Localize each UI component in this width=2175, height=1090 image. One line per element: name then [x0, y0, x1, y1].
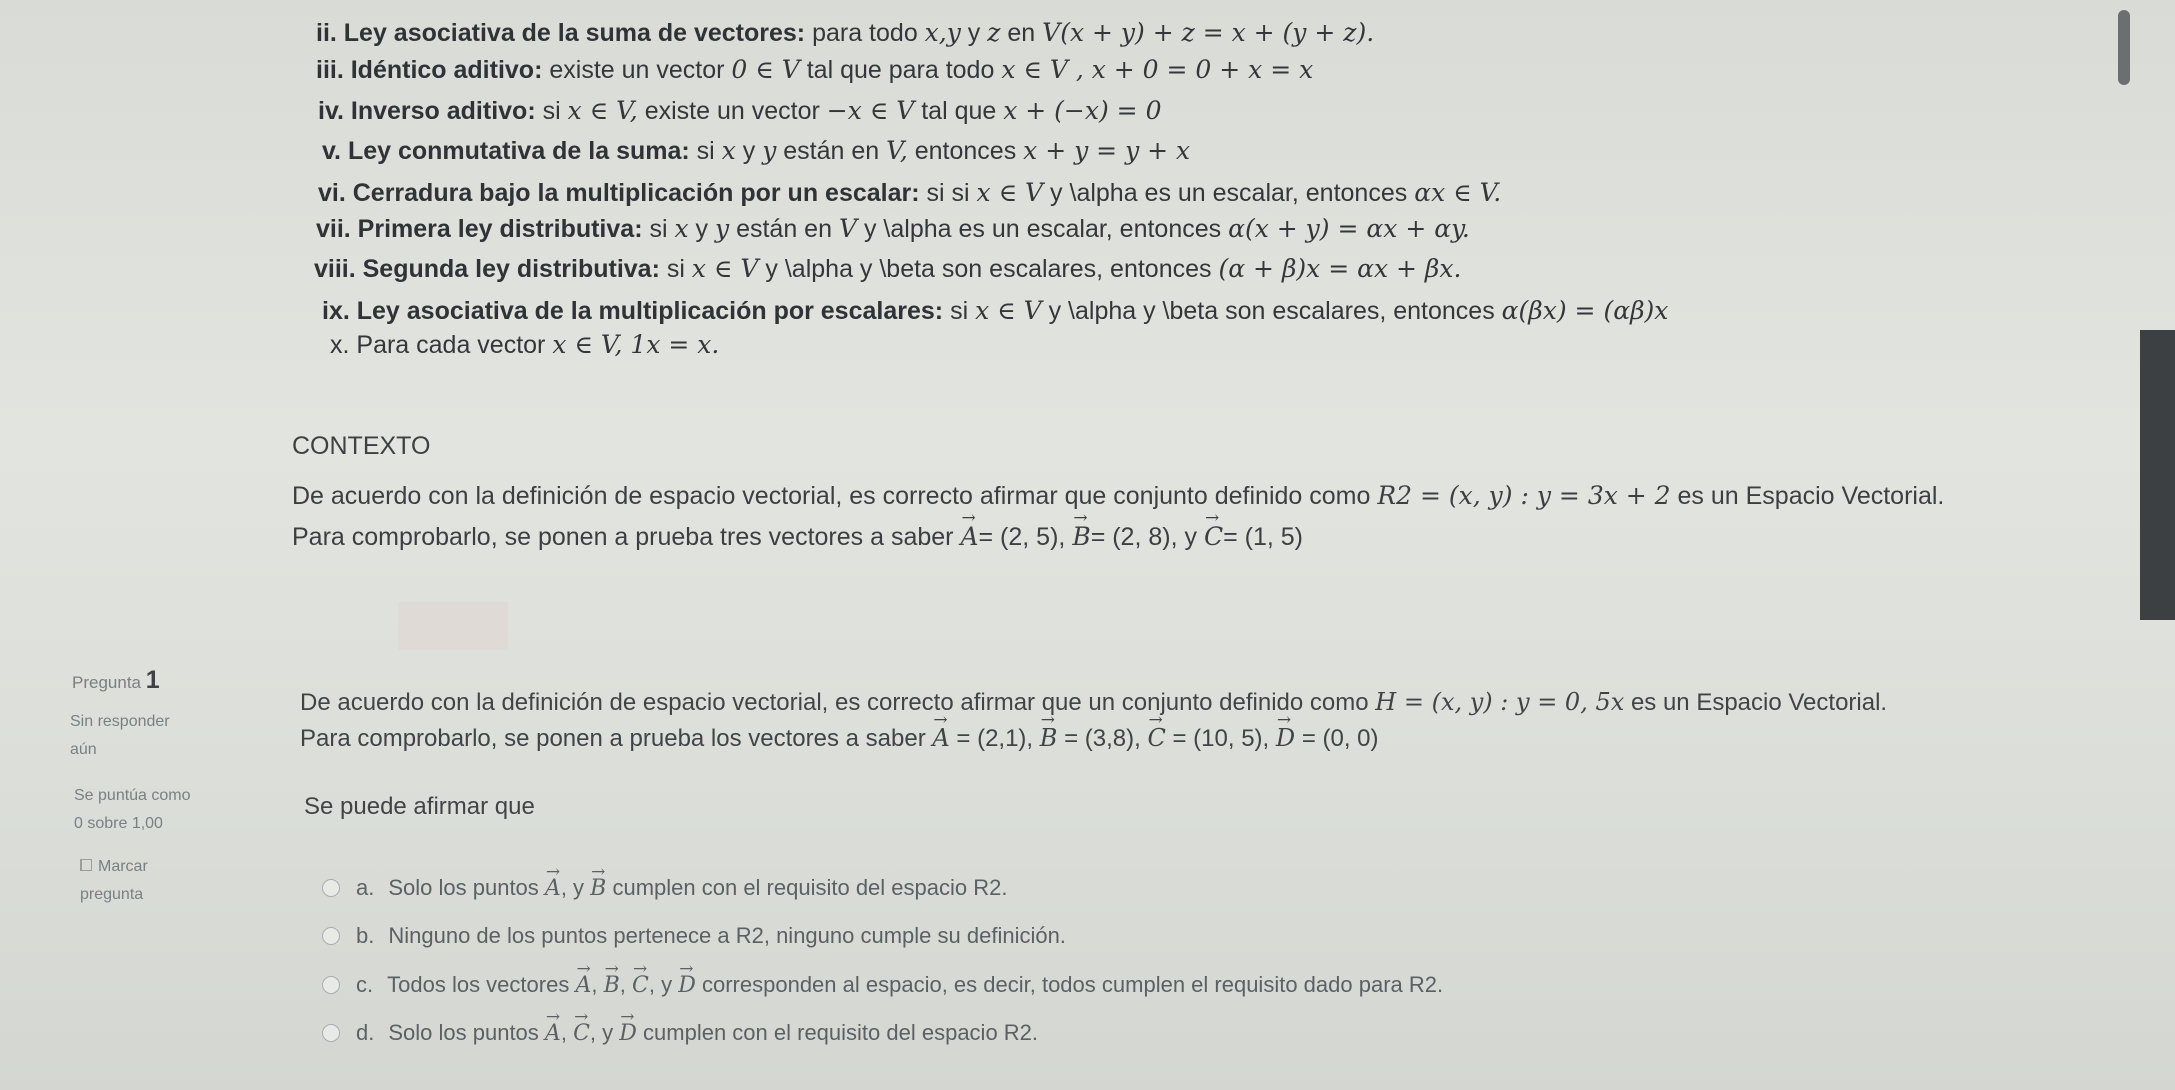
radio-b[interactable]	[322, 927, 340, 945]
vector-a-symbol: → A	[545, 1021, 561, 1046]
highlight-mark	[398, 602, 508, 650]
flag-icon	[80, 859, 92, 871]
axiom-v: v. Ley conmutativa de la suma: si x y y están en V, entonces x + y = y + x	[322, 136, 1191, 165]
vector-d-symbol: → D	[678, 973, 696, 998]
flag-question-button[interactable]: Marcar	[80, 858, 148, 876]
vector-b-symbol: → B	[1072, 522, 1090, 551]
axiom-vi: vi. Cerradura bajo la multiplicación por un escalar: si si x ∈ V y \alpha es un escalar, entonces αx ∈ V.	[318, 178, 1502, 207]
score-label: Se puntúa como	[74, 787, 191, 804]
question-line-1: De acuerdo con la definición de espacio vectorial, es correcto afirmar que un conjunto definido como H = (x, y) : y = 0, 5x es un Espacio Vectorial.	[300, 688, 1888, 716]
axiom-iv: iv. Inverso aditivo: si x ∈ V, existe un vector −x ∈ V tal que x + (−x) = 0	[318, 96, 1162, 125]
window-edge	[2140, 330, 2175, 620]
question-status: Sin responder	[70, 713, 170, 730]
axiom-x: x. Para cada vector x ∈ V, 1x = x.	[330, 330, 720, 359]
option-b[interactable]: b. Ninguno de los puntos pertenece a R2, ninguno cumple su definición.	[322, 923, 1066, 949]
question-prompt: Se puede afirmar que	[304, 793, 535, 820]
radio-c[interactable]	[322, 976, 340, 994]
vector-c-symbol: → C	[1204, 522, 1223, 551]
option-a[interactable]: a. Solo los puntos → A , y → B cumplen con el requisito del espacio R2.	[322, 875, 1007, 901]
vector-b-symbol: → B	[604, 973, 620, 998]
context-line-2: Para comprobarlo, se ponen a prueba tres vectores a saber → A= (2, 5), → B= (2, 8), y → C= (1, 5)	[292, 522, 1303, 552]
context-line-1: De acuerdo con la definición de espacio vectorial, es correcto afirmar que conjunto definido como R2 = (x, y) : y = 3x + 2 es un Espacio Vectorial.	[292, 481, 1945, 510]
question-line-2: Para comprobarlo, se ponen a prueba los vectores a saber → A = (2,1), → B = (3,8), → C = (10, 5), → D = (0, 0)	[300, 724, 1379, 753]
axiom-viii: viii. Segunda ley distributiva: si x ∈ V y \alpha y \beta son escalares, entonces (α + β)x = αx + βx.	[314, 254, 1462, 283]
axiom-ii: ii. Ley asociativa de la suma de vectores: para todo x,y y z en V(x + y) + z = x + (y + z).	[316, 18, 1375, 47]
option-d[interactable]: d. Solo los puntos → A , → C , y → D cumplen con el requisito del espacio R2.	[322, 1020, 1038, 1046]
radio-d[interactable]	[322, 1024, 340, 1042]
scrollbar-thumb[interactable]	[2118, 10, 2130, 85]
vector-c-symbol: → C	[573, 1021, 590, 1046]
vector-c-symbol: → C	[632, 973, 649, 998]
vector-a-symbol: → A	[575, 973, 591, 998]
vector-a-symbol: → A	[932, 724, 949, 752]
flag-question-label[interactable]: pregunta	[80, 886, 144, 903]
radio-a[interactable]	[322, 879, 340, 897]
score-value: 0 sobre 1,00	[74, 815, 163, 832]
vector-b-symbol: → B	[1040, 724, 1058, 752]
question-label: Pregunta 1	[72, 666, 160, 694]
vector-a-symbol: → A	[545, 876, 561, 901]
axiom-vii: vii. Primera ley distributiva: si x y y están en V y \alpha es un escalar, entonces α(x + y) = αx + αy.	[316, 214, 1470, 243]
vector-b-symbol: → B	[590, 876, 606, 901]
axiom-ix: ix. Ley asociativa de la multiplicación por escalares: si x ∈ V y \alpha y \beta son escalares, entonces α(βx) = (αβ)x	[322, 296, 1669, 325]
vector-d-symbol: → D	[1276, 724, 1295, 752]
vector-c-symbol: → C	[1147, 724, 1165, 752]
context-title: CONTEXTO	[292, 432, 431, 460]
option-c[interactable]: c. Todos los vectores → A , → B , → C , y → D corresponden al espacio, es decir, todos cumplen el requisito dado para R2.	[322, 972, 1443, 998]
vector-a-symbol: → A	[960, 522, 978, 551]
question-status-cont: aún	[70, 741, 97, 758]
axiom-iii: iii. Idéntico aditivo: existe un vector 0 ∈ V tal que para todo x ∈ V , x + 0 = 0 + x = x	[316, 55, 1314, 84]
vector-d-symbol: → D	[619, 1021, 637, 1046]
